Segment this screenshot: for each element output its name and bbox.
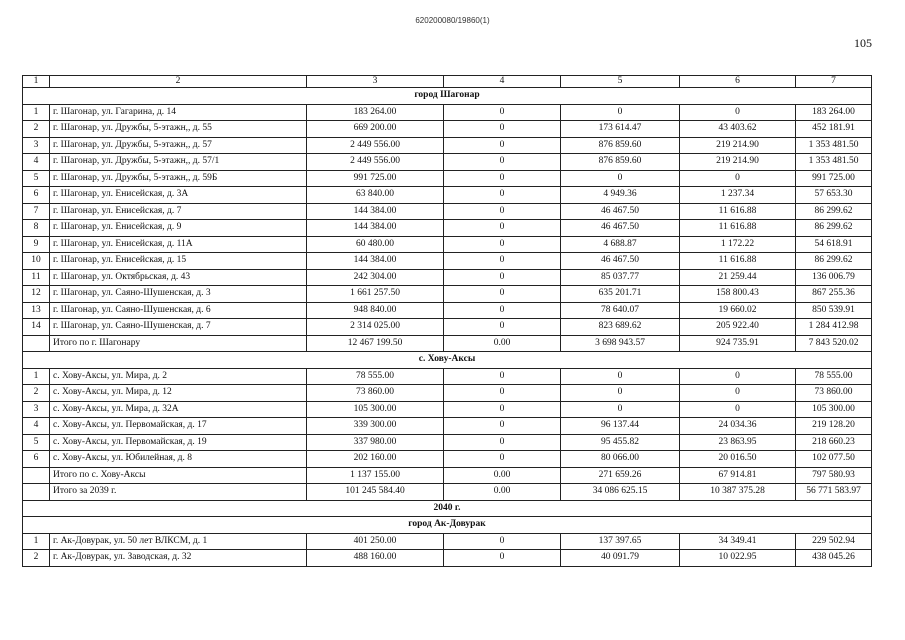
amount-col7: 218 660.23: [796, 434, 872, 451]
amount-col4: 0: [444, 533, 561, 550]
amount-col5: 0: [561, 401, 680, 418]
amount-col4: 0: [444, 220, 561, 237]
amount-total: 2 449 556.00: [307, 154, 444, 171]
address: Итого за 2039 г.: [50, 484, 307, 501]
amount-col5: 173 614.47: [561, 121, 680, 138]
amount-col5: 823 689.62: [561, 319, 680, 336]
table-row: [23, 121, 872, 138]
amount-col6: 19 660.02: [680, 302, 796, 319]
table-row: [23, 104, 872, 121]
section-title: город Ак-Довурак: [23, 517, 872, 534]
section-title: 2040 г.: [23, 500, 872, 517]
address: с. Хову-Аксы, ул. Первомайская, д. 19: [50, 434, 307, 451]
amount-col6: 43 403.62: [680, 121, 796, 138]
table-row: [23, 286, 872, 303]
amount-col7: 183 264.00: [796, 104, 872, 121]
amount-total: 78 555.00: [307, 368, 444, 385]
amount-col5: 85 037.77: [561, 269, 680, 286]
amount-total: 401 250.00: [307, 533, 444, 550]
amount-total: 337 980.00: [307, 434, 444, 451]
row-number: 5: [23, 170, 50, 187]
amount-col5: 635 201.71: [561, 286, 680, 303]
table-row: [23, 269, 872, 286]
table-row: [23, 302, 872, 319]
amount-total: 144 384.00: [307, 203, 444, 220]
amount-col4: 0: [444, 418, 561, 435]
amount-col6: 10 022.95: [680, 550, 796, 567]
amount-col4: 0: [444, 269, 561, 286]
amount-col7: 219 128.20: [796, 418, 872, 435]
table-row: [23, 203, 872, 220]
address: с. Хову-Аксы, ул. Первомайская, д. 17: [50, 418, 307, 435]
row-number: 1: [23, 368, 50, 385]
amount-col4: 0: [444, 203, 561, 220]
amount-total: 2 314 025.00: [307, 319, 444, 336]
amount-col5: 4 949.36: [561, 187, 680, 204]
amount-total: 105 300.00: [307, 401, 444, 418]
table-row: [23, 550, 872, 567]
amount-col6: 1 237.34: [680, 187, 796, 204]
table-row: [23, 335, 872, 352]
address: г. Шагонар, ул. Енисейская, д. 7: [50, 203, 307, 220]
table-row: [23, 434, 872, 451]
section-title: город Шагонар: [23, 88, 872, 105]
row-number: 2: [23, 385, 50, 402]
document-id: 620200080/19860(1): [415, 16, 490, 25]
amount-col6: 11 616.88: [680, 220, 796, 237]
amount-total: 1 661 257.50: [307, 286, 444, 303]
amount-total: 2 449 556.00: [307, 137, 444, 154]
column-header: 7: [796, 76, 872, 88]
row-number: 1: [23, 104, 50, 121]
amount-col7: 229 502.94: [796, 533, 872, 550]
section-header-row: [23, 352, 872, 369]
amount-col4: 0: [444, 121, 561, 138]
amount-total: 63 840.00: [307, 187, 444, 204]
amount-total: 144 384.00: [307, 220, 444, 237]
table-row: [23, 236, 872, 253]
amount-total: 948 840.00: [307, 302, 444, 319]
address: с. Хову-Аксы, ул. Мира, д. 32А: [50, 401, 307, 418]
address: г. Шагонар, ул. Дружбы, 5-этажн,, д. 57: [50, 137, 307, 154]
section-header-row: [23, 500, 872, 517]
row-number: 14: [23, 319, 50, 336]
amount-col4: 0: [444, 137, 561, 154]
table-row: [23, 253, 872, 270]
row-number: 3: [23, 401, 50, 418]
amount-col7: 78 555.00: [796, 368, 872, 385]
amount-col4: 0: [444, 451, 561, 468]
amount-col4: 0: [444, 154, 561, 171]
table-row: [23, 170, 872, 187]
row-number: [23, 467, 50, 484]
row-number: 12: [23, 286, 50, 303]
amount-col4: 0: [444, 253, 561, 270]
amount-col6: 205 922.40: [680, 319, 796, 336]
amount-col7: 867 255.36: [796, 286, 872, 303]
amount-col4: 0.00: [444, 335, 561, 352]
address: г. Шагонар, ул. Дружбы, 5-этажн,, д. 59Б: [50, 170, 307, 187]
amount-col4: 0: [444, 302, 561, 319]
amount-col6: 10 387 375.28: [680, 484, 796, 501]
row-number: 1: [23, 533, 50, 550]
amount-col5: 4 688.87: [561, 236, 680, 253]
row-number: 11: [23, 269, 50, 286]
table-header-row: [23, 76, 872, 88]
amount-col5: 0: [561, 385, 680, 402]
amount-col6: 0: [680, 368, 796, 385]
address: г. Шагонар, ул. Енисейская, д. 9: [50, 220, 307, 237]
amount-col7: 86 299.62: [796, 220, 872, 237]
amount-col7: 105 300.00: [796, 401, 872, 418]
address: г. Шагонар, ул. Дружбы, 5-этажн,, д. 55: [50, 121, 307, 138]
table-row: [23, 368, 872, 385]
section-title: с. Хову-Аксы: [23, 352, 872, 369]
address: г. Шагонар, ул. Дружбы, 5-этажн,, д. 57/1: [50, 154, 307, 171]
amount-col4: 0: [444, 170, 561, 187]
amount-col5: 876 859.60: [561, 137, 680, 154]
address: г. Шагонар, ул. Гагарина, д. 14: [50, 104, 307, 121]
amount-col7: 7 843 520.02: [796, 335, 872, 352]
amount-col4: 0: [444, 236, 561, 253]
amount-col4: 0: [444, 187, 561, 204]
amount-col4: 0.00: [444, 484, 561, 501]
amount-col5: 271 659.26: [561, 467, 680, 484]
amount-total: 12 467 199.50: [307, 335, 444, 352]
amount-col7: 86 299.62: [796, 253, 872, 270]
row-number: 2: [23, 121, 50, 138]
amount-col5: 137 397.65: [561, 533, 680, 550]
amount-col6: 219 214.90: [680, 154, 796, 171]
amount-col7: 102 077.50: [796, 451, 872, 468]
row-number: 3: [23, 137, 50, 154]
amount-col6: 924 735.91: [680, 335, 796, 352]
amount-col6: 24 034.36: [680, 418, 796, 435]
column-header: 1: [23, 76, 50, 88]
amount-col6: 158 800.43: [680, 286, 796, 303]
amount-col6: 0: [680, 104, 796, 121]
amount-col6: 11 616.88: [680, 203, 796, 220]
amount-total: 202 160.00: [307, 451, 444, 468]
amount-col7: 1 353 481.50: [796, 154, 872, 171]
amount-col4: 0: [444, 550, 561, 567]
amount-total: 183 264.00: [307, 104, 444, 121]
table-row: [23, 220, 872, 237]
table-row: [23, 319, 872, 336]
address: г. Шагонар, ул. Октябрьская, д. 43: [50, 269, 307, 286]
table-row: [23, 154, 872, 171]
address: с. Хову-Аксы, ул. Мира, д. 2: [50, 368, 307, 385]
amount-total: 101 245 584.40: [307, 484, 444, 501]
amount-col7: 73 860.00: [796, 385, 872, 402]
amount-col6: 0: [680, 401, 796, 418]
amount-col4: 0: [444, 104, 561, 121]
address: Итого по с. Хову-Аксы: [50, 467, 307, 484]
row-number: 7: [23, 203, 50, 220]
amount-col7: 54 618.91: [796, 236, 872, 253]
address: г. Шагонар, ул. Енисейская, д. 3А: [50, 187, 307, 204]
table-row: [23, 418, 872, 435]
amount-total: 991 725.00: [307, 170, 444, 187]
amount-col4: 0.00: [444, 467, 561, 484]
amount-total: 339 300.00: [307, 418, 444, 435]
table-row: [23, 451, 872, 468]
amount-col6: 23 863.95: [680, 434, 796, 451]
amount-col7: 991 725.00: [796, 170, 872, 187]
amount-col5: 46 467.50: [561, 203, 680, 220]
amount-col4: 0: [444, 385, 561, 402]
amount-col7: 797 580.93: [796, 467, 872, 484]
amount-col5: 40 091.79: [561, 550, 680, 567]
amount-col7: 136 006.79: [796, 269, 872, 286]
column-header: 5: [561, 76, 680, 88]
address: с. Хову-Аксы, ул. Юбилейная, д. 8: [50, 451, 307, 468]
amount-col6: 219 214.90: [680, 137, 796, 154]
amount-col5: 0: [561, 104, 680, 121]
row-number: 13: [23, 302, 50, 319]
budget-table: [22, 75, 872, 567]
amount-col6: 1 172.22: [680, 236, 796, 253]
amount-col4: 0: [444, 401, 561, 418]
amount-col5: 0: [561, 170, 680, 187]
amount-total: 669 200.00: [307, 121, 444, 138]
table-row: [23, 484, 872, 501]
page-number: 105: [854, 36, 872, 50]
amount-total: 60 480.00: [307, 236, 444, 253]
amount-col4: 0: [444, 368, 561, 385]
amount-col5: 34 086 625.15: [561, 484, 680, 501]
row-number: [23, 484, 50, 501]
amount-col4: 0: [444, 286, 561, 303]
address: г. Шагонар, ул. Енисейская, д. 11А: [50, 236, 307, 253]
amount-col4: 0: [444, 434, 561, 451]
row-number: 5: [23, 434, 50, 451]
amount-col7: 438 045.26: [796, 550, 872, 567]
address: г. Ак-Довурак, ул. Заводская, д. 32: [50, 550, 307, 567]
amount-col6: 67 914.81: [680, 467, 796, 484]
address: Итого по г. Шагонару: [50, 335, 307, 352]
amount-col7: 850 539.91: [796, 302, 872, 319]
row-number: 6: [23, 187, 50, 204]
table-row: [23, 533, 872, 550]
amount-col6: 21 259.44: [680, 269, 796, 286]
table-row: [23, 187, 872, 204]
column-header: 2: [50, 76, 307, 88]
amount-col5: 78 640.07: [561, 302, 680, 319]
amount-col7: 86 299.62: [796, 203, 872, 220]
amount-col5: 46 467.50: [561, 253, 680, 270]
amount-col6: 0: [680, 385, 796, 402]
address: г. Шагонар, ул. Саяно-Шушенская, д. 3: [50, 286, 307, 303]
amount-col5: 80 066.00: [561, 451, 680, 468]
table-row: [23, 401, 872, 418]
amount-col5: 95 455.82: [561, 434, 680, 451]
address: г. Шагонар, ул. Енисейская, д. 15: [50, 253, 307, 270]
amount-col5: 46 467.50: [561, 220, 680, 237]
amount-col5: 96 137.44: [561, 418, 680, 435]
row-number: [23, 335, 50, 352]
table-row: [23, 385, 872, 402]
table-row: [23, 137, 872, 154]
amount-col6: 11 616.88: [680, 253, 796, 270]
column-header: 6: [680, 76, 796, 88]
amount-total: 242 304.00: [307, 269, 444, 286]
address: г. Шагонар, ул. Саяно-Шушенская, д. 6: [50, 302, 307, 319]
amount-col5: 876 859.60: [561, 154, 680, 171]
amount-col5: 3 698 943.57: [561, 335, 680, 352]
address: г. Ак-Довурак, ул. 50 лет ВЛКСМ, д. 1: [50, 533, 307, 550]
amount-col7: 452 181.91: [796, 121, 872, 138]
row-number: 6: [23, 451, 50, 468]
row-number: 2: [23, 550, 50, 567]
address: г. Шагонар, ул. Саяно-Шушенская, д. 7: [50, 319, 307, 336]
row-number: 4: [23, 418, 50, 435]
amount-col7: 1 284 412.98: [796, 319, 872, 336]
column-header: 4: [444, 76, 561, 88]
table-row: [23, 467, 872, 484]
row-number: 9: [23, 236, 50, 253]
section-header-row: [23, 88, 872, 105]
amount-col4: 0: [444, 319, 561, 336]
row-number: 8: [23, 220, 50, 237]
amount-col6: 34 349.41: [680, 533, 796, 550]
row-number: 10: [23, 253, 50, 270]
amount-total: 488 160.00: [307, 550, 444, 567]
amount-total: 73 860.00: [307, 385, 444, 402]
amount-col5: 0: [561, 368, 680, 385]
address: с. Хову-Аксы, ул. Мира, д. 12: [50, 385, 307, 402]
amount-col7: 56 771 583.97: [796, 484, 872, 501]
section-header-row: [23, 517, 872, 534]
amount-total: 1 137 155.00: [307, 467, 444, 484]
amount-col6: 0: [680, 170, 796, 187]
amount-col6: 20 016.50: [680, 451, 796, 468]
column-header: 3: [307, 76, 444, 88]
row-number: 4: [23, 154, 50, 171]
amount-col7: 57 653.30: [796, 187, 872, 204]
amount-col7: 1 353 481.50: [796, 137, 872, 154]
amount-total: 144 384.00: [307, 253, 444, 270]
